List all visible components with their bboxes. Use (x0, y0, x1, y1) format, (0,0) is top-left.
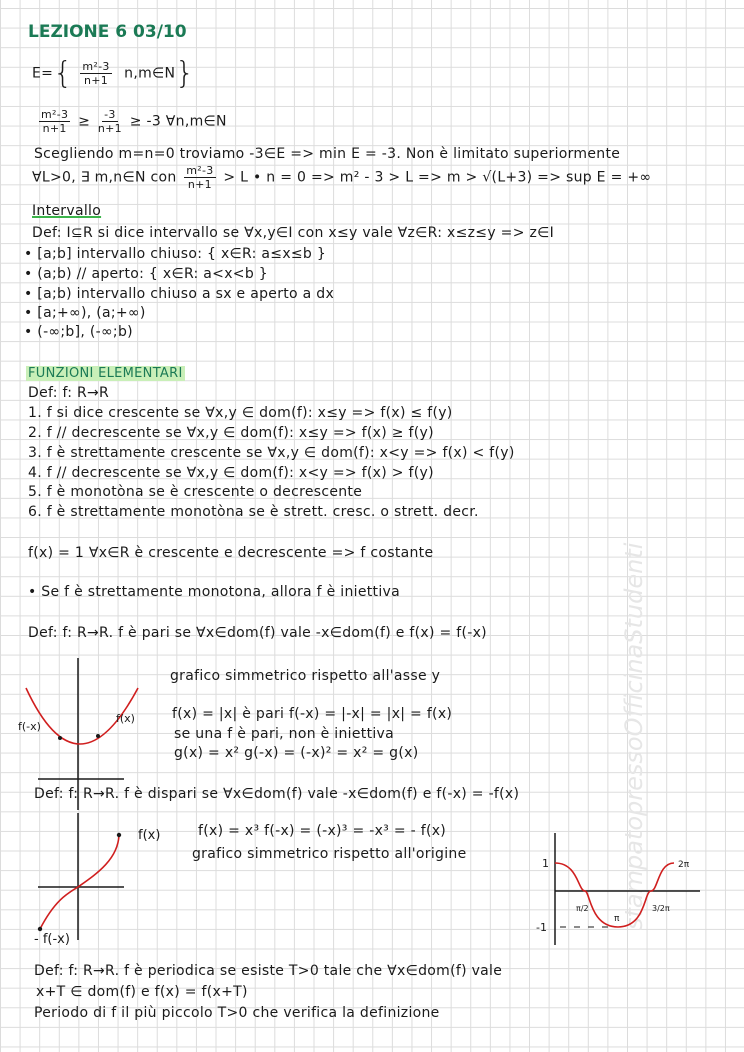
list-item: 2. f // decrescente se ∀x,y ∈ dom(f): x≤y => f(x) ≥ f(y) (28, 425, 434, 441)
set-label: E= (32, 65, 54, 82)
even-note: g(x) = x² g(-x) = (-x)² = x² = g(x) (174, 745, 419, 761)
period-note: Periodo di f il più piccolo T>0 che verifica la definizione (34, 1005, 440, 1021)
tick-label-pi-half: π/2 (576, 904, 589, 913)
list-item: 5. f è monotòna se è crescente o decrescente (28, 484, 363, 500)
label-f-minus-x: f(-x) (18, 720, 41, 733)
cosine-graph (530, 825, 720, 950)
choice-line-2 (32, 164, 651, 191)
section-heading-intervallo: Intervallo (32, 203, 102, 219)
point (38, 927, 42, 931)
injective-note: • Se f è strettamente monotona, allora f è iniettiva (28, 584, 400, 600)
even-note: grafico simmetrico rispetto all'asse y (170, 668, 441, 684)
tick-label-pi: π (614, 914, 620, 924)
tick-label-minus-1: -1 (536, 921, 547, 934)
denominator: n+1 (97, 122, 122, 135)
label-minus-f-minus-x: - f(-x) (34, 932, 70, 947)
odd-function-graph (0, 805, 180, 945)
set-definition: E={ $\frac{\text{m²-3}}{n+1}$ n,m∈N} (32, 56, 195, 91)
list-item: 1. f si dice crescente se ∀x,y ∈ dom(f): x≤y => f(x) ≤ f(y) (28, 405, 453, 421)
numerator: m²-3 (186, 164, 214, 177)
tick-label-two-pi: 2π (678, 860, 690, 870)
constant-function-note: f(x) = 1 ∀x∈R è crescente e decrescente => f costante (28, 545, 434, 561)
periodic-definition: Def: f: R→R. f è periodica se esiste T>0 tale che ∀x∈dom(f) vale (34, 963, 503, 979)
odd-note: f(x) = x³ f(-x) = (-x)³ = -x³ = - f(x) (198, 823, 447, 839)
numerator: -3 (104, 108, 116, 121)
section-heading-funzioni: FUNZIONI ELEMENTARI (28, 366, 183, 381)
even-note: f(x) = |x| è pari f(-x) = |-x| = |x| = f(x) (172, 706, 453, 722)
odd-note: grafico simmetrico rispetto all'origine (192, 846, 467, 862)
point (58, 736, 62, 740)
funzioni-definition: Def: f: R→R (28, 385, 110, 401)
point (96, 734, 100, 738)
text: > L • n = 0 => m² - 3 > L => m > √(L+3) => sup E = +∞ (223, 169, 652, 186)
set-condition: n,m∈N (124, 65, 176, 82)
list-item: • (-∞;b], (-∞;b) (24, 324, 133, 340)
denominator: n+1 (187, 178, 212, 191)
cubic-curve (40, 835, 119, 929)
point (117, 833, 121, 837)
even-definition: Def: f: R→R. f è pari se ∀x∈dom(f) vale -x∈dom(f) e f(x) = f(-x) (28, 625, 487, 641)
text: ∀L>0, ∃ m,n∈N con (32, 169, 177, 186)
list-item: • [a;+∞), (a;+∞) (24, 305, 146, 321)
page-title: LEZIONE 6 03/10 (28, 22, 187, 42)
list-item: • [a;b) intervallo chiuso a sx e aperto a dx (24, 286, 335, 302)
denominator: n+1 (83, 74, 109, 87)
choice-line-1: Scegliendo m=n=0 troviamo -3∈E => min E = -3. Non è limitato superiormente (34, 146, 621, 162)
intervallo-definition: Def: I⊆R si dice intervallo se ∀x,y∈I con x≤y vale ∀z∈R: x≤z≤y => z∈I (32, 225, 555, 241)
label-f-x: f(x) (116, 712, 135, 725)
numerator: m²-3 (82, 60, 110, 73)
inequality-rest: ≥ -3 ∀n,m∈N (129, 113, 227, 130)
list-item: 6. f è strettamente monotòna se è strett. cresc. o strett. decr. (28, 504, 479, 520)
list-item: • (a;b) // aperto: { x∈R: a<x<b } (24, 266, 268, 282)
fraction (80, 60, 111, 87)
list-item: • [a;b] intervallo chiuso: { x∈R: a≤x≤b } (24, 246, 327, 262)
tick-label-1: 1 (542, 857, 549, 870)
operator: ≥ (78, 113, 91, 130)
tick-label-three-pi-half: 3/2π (652, 904, 670, 913)
even-note: se una f è pari, non è iniettiva (174, 726, 395, 742)
watermark: stampatopressoOfficinaStudenti (620, 542, 648, 930)
periodic-definition: x+T ∈ dom(f) e f(x) = f(x+T) (36, 984, 248, 1000)
numerator: m²-3 (41, 108, 69, 121)
odd-definition: Def: f: R→R. f è dispari se ∀x∈dom(f) vale -x∈dom(f) e f(-x) = -f(x) (34, 786, 520, 802)
denominator: n+1 (42, 122, 67, 135)
list-item: 3. f è strettamente crescente se ∀x,y ∈ dom(f): x<y => f(x) < f(y) (28, 445, 515, 461)
list-item: 4. f // decrescente se ∀x,y ∈ dom(f): x<y => f(x) > f(y) (28, 465, 434, 481)
inequality (36, 108, 227, 135)
label-f-x: f(x) (138, 828, 161, 843)
